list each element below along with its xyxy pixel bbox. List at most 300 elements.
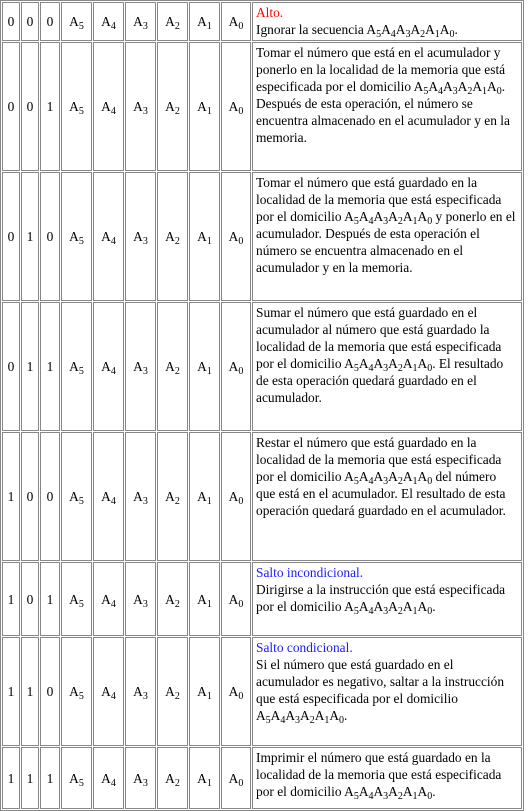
address-letter: A bbox=[417, 209, 428, 224]
address-subscript: 0 bbox=[238, 777, 244, 789]
address-letter: A bbox=[329, 708, 340, 723]
opcode-bit-0: 1 bbox=[2, 562, 20, 636]
address-subscript: 4 bbox=[280, 715, 286, 726]
address-letter: A bbox=[165, 591, 175, 607]
address-subscript: 0 bbox=[238, 106, 244, 117]
address-letter: A bbox=[228, 591, 239, 607]
address-cell bbox=[157, 42, 188, 171]
address-letter: A bbox=[285, 708, 296, 723]
address-cell bbox=[157, 747, 188, 809]
address-subscript: 1 bbox=[412, 216, 418, 227]
description-text-after: . Después de esta operación, el número se encuentra almacenado en el acumulador y en la memoria. bbox=[256, 79, 510, 145]
address-letter: A bbox=[165, 14, 175, 29]
address-letter: A bbox=[197, 359, 207, 374]
address-subscript: 4 bbox=[390, 29, 396, 40]
address-subscript: 4 bbox=[110, 691, 116, 702]
address-letter: A bbox=[388, 209, 398, 224]
address-cell bbox=[61, 747, 92, 809]
address-expression bbox=[344, 784, 433, 802]
address-subscript: 1 bbox=[206, 496, 212, 507]
opcode-bit-0: 1 bbox=[2, 747, 20, 809]
address-cell bbox=[61, 42, 92, 171]
address-subscript: 5 bbox=[423, 86, 429, 97]
description-text: Tomar el número que está guardado en la localidad de la memoria que está especificada por el domicilio bbox=[256, 175, 502, 224]
address-subscript: 0 bbox=[449, 29, 455, 40]
opcode-bit-0: 0 bbox=[2, 302, 20, 431]
address-letter: A bbox=[358, 469, 369, 484]
address-cell bbox=[93, 562, 124, 636]
address-letter: A bbox=[256, 708, 266, 723]
opcode-bit-0: 1 bbox=[2, 637, 20, 746]
address-letter: A bbox=[417, 784, 428, 799]
opcode-bit-1: 1 bbox=[21, 302, 39, 431]
address-cell bbox=[93, 42, 124, 171]
address-letter: A bbox=[344, 209, 354, 224]
address-subscript: 4 bbox=[368, 791, 374, 802]
opcode-bit-0: 0 bbox=[2, 172, 20, 301]
address-letter: A bbox=[388, 469, 398, 484]
address-letter: A bbox=[402, 209, 413, 224]
address-subscript: 3 bbox=[295, 715, 301, 726]
address-letter: A bbox=[358, 599, 369, 614]
address-cell bbox=[61, 302, 92, 431]
address-letter: A bbox=[366, 22, 377, 37]
address-subscript: 2 bbox=[397, 791, 403, 802]
address-cell bbox=[125, 432, 156, 561]
address-subscript: 5 bbox=[353, 216, 359, 227]
address-subscript: 5 bbox=[78, 366, 84, 377]
address-subscript: 2 bbox=[174, 236, 180, 247]
address-letter: A bbox=[228, 99, 239, 114]
address-subscript: 2 bbox=[420, 29, 426, 40]
address-subscript: 5 bbox=[78, 236, 84, 247]
address-subscript: 5 bbox=[376, 29, 382, 40]
address-subscript: 5 bbox=[78, 777, 84, 789]
description-text-after: . El resultado de esta operación quedará guardado en el acumulador. bbox=[256, 356, 504, 405]
address-letter: A bbox=[69, 14, 79, 29]
opcode-bit-1: 0 bbox=[21, 42, 39, 171]
address-subscript: 0 bbox=[427, 476, 433, 487]
address-subscript: 1 bbox=[412, 363, 418, 374]
address-letter: A bbox=[228, 229, 239, 244]
address-subscript: 2 bbox=[309, 715, 315, 726]
address-cell bbox=[221, 562, 251, 636]
address-letter: A bbox=[439, 22, 450, 37]
address-letter: A bbox=[373, 784, 384, 799]
address-subscript: 5 bbox=[353, 363, 359, 374]
address-subscript: 2 bbox=[174, 496, 180, 507]
address-subscript: 0 bbox=[238, 236, 244, 247]
address-cell bbox=[221, 42, 251, 171]
instruction-title: Salto condicional. bbox=[256, 640, 353, 655]
address-letter: A bbox=[197, 229, 207, 244]
address-subscript: 0 bbox=[496, 86, 502, 97]
address-cell bbox=[157, 562, 188, 636]
address-letter: A bbox=[457, 79, 468, 94]
address-subscript: 0 bbox=[238, 691, 244, 702]
address-letter: A bbox=[101, 229, 111, 244]
opcode-bit-1: 0 bbox=[21, 562, 39, 636]
opcode-bit-2: 1 bbox=[40, 42, 60, 171]
address-expression bbox=[344, 356, 433, 374]
address-subscript: 4 bbox=[110, 366, 116, 377]
address-subscript: 3 bbox=[383, 606, 389, 617]
address-letter: A bbox=[133, 770, 143, 786]
address-cell bbox=[61, 562, 92, 636]
address-letter: A bbox=[300, 708, 310, 723]
address-letter: A bbox=[101, 99, 111, 114]
address-cell bbox=[93, 2, 124, 41]
address-subscript: 4 bbox=[110, 21, 116, 32]
instruction-description bbox=[252, 42, 522, 171]
address-letter: A bbox=[197, 770, 207, 786]
address-letter: A bbox=[69, 99, 79, 114]
address-letter: A bbox=[373, 356, 384, 371]
address-cell bbox=[189, 42, 220, 171]
address-subscript: 5 bbox=[78, 106, 84, 117]
table-row bbox=[2, 562, 522, 636]
address-subscript: 2 bbox=[397, 216, 403, 227]
address-letter: A bbox=[487, 79, 497, 94]
address-subscript: 1 bbox=[206, 236, 212, 247]
address-subscript: 2 bbox=[397, 476, 403, 487]
address-cell bbox=[61, 172, 92, 301]
address-subscript: 5 bbox=[78, 691, 84, 702]
address-letter: A bbox=[165, 229, 175, 244]
address-subscript: 4 bbox=[110, 106, 116, 117]
address-letter: A bbox=[314, 708, 325, 723]
address-subscript: 4 bbox=[368, 363, 374, 374]
address-cell bbox=[125, 747, 156, 809]
instruction-description bbox=[252, 747, 522, 809]
address-cell bbox=[125, 172, 156, 301]
opcode-bit-2: 1 bbox=[40, 562, 60, 636]
opcode-bit-0: 0 bbox=[2, 2, 20, 41]
address-cell bbox=[157, 172, 188, 301]
address-subscript: 5 bbox=[265, 715, 271, 726]
address-letter: A bbox=[133, 591, 143, 607]
address-cell bbox=[61, 2, 92, 41]
address-cell bbox=[61, 637, 92, 746]
address-letter: A bbox=[165, 489, 175, 504]
address-letter: A bbox=[472, 79, 483, 94]
address-subscript: 1 bbox=[206, 598, 212, 610]
address-subscript: 0 bbox=[238, 496, 244, 507]
address-cell bbox=[93, 637, 124, 746]
address-subscript: 1 bbox=[206, 366, 212, 377]
address-subscript: 2 bbox=[174, 598, 180, 610]
description-text: Dirigirse a la instrucción que está especificada por el domicilio bbox=[256, 582, 506, 614]
address-letter: A bbox=[228, 489, 239, 504]
address-expression bbox=[344, 599, 433, 617]
address-letter: A bbox=[69, 591, 79, 607]
instruction-table-body bbox=[2, 2, 522, 809]
address-subscript: 5 bbox=[353, 791, 359, 802]
address-subscript: 3 bbox=[142, 106, 148, 117]
description-text: Imprimir el número que está guardado en la localidad de la memoria que está especificada por el domicilio bbox=[256, 750, 502, 799]
address-letter: A bbox=[388, 599, 398, 614]
address-subscript: 4 bbox=[110, 236, 116, 247]
address-subscript: 1 bbox=[324, 715, 330, 726]
opcode-bit-2: 1 bbox=[40, 302, 60, 431]
address-subscript: 2 bbox=[174, 366, 180, 377]
address-letter: A bbox=[443, 79, 453, 94]
address-cell bbox=[157, 432, 188, 561]
address-subscript: 4 bbox=[438, 86, 443, 97]
address-subscript: 3 bbox=[383, 216, 389, 227]
address-cell bbox=[189, 747, 220, 809]
address-letter: A bbox=[344, 599, 354, 614]
address-letter: A bbox=[69, 229, 79, 244]
address-subscript: 2 bbox=[174, 691, 180, 702]
address-subscript: 1 bbox=[412, 791, 418, 802]
address-subscript: 5 bbox=[78, 598, 84, 610]
address-cell bbox=[221, 432, 251, 561]
opcode-bit-1: 1 bbox=[21, 637, 39, 746]
opcode-bit-1: 1 bbox=[21, 747, 39, 809]
address-letter: A bbox=[402, 469, 413, 484]
address-subscript: 3 bbox=[142, 366, 148, 377]
address-letter: A bbox=[133, 229, 143, 244]
address-subscript: 2 bbox=[397, 606, 403, 617]
address-letter: A bbox=[101, 770, 111, 786]
table-row bbox=[2, 2, 522, 41]
instruction-title: Alto. bbox=[256, 5, 284, 20]
address-subscript: 3 bbox=[383, 476, 389, 487]
instruction-title: Salto incondicional. bbox=[256, 565, 364, 580]
address-letter: A bbox=[101, 684, 111, 699]
instruction-description bbox=[252, 637, 522, 746]
description-text-after: . bbox=[432, 599, 436, 614]
table-row bbox=[2, 42, 522, 171]
opcode-bit-1: 0 bbox=[21, 2, 39, 41]
address-cell bbox=[221, 302, 251, 431]
address-subscript: 1 bbox=[206, 106, 212, 117]
address-letter: A bbox=[101, 359, 111, 374]
address-letter: A bbox=[228, 14, 239, 29]
address-cell bbox=[125, 637, 156, 746]
address-subscript: 0 bbox=[238, 598, 244, 610]
address-subscript: 4 bbox=[368, 216, 374, 227]
address-letter: A bbox=[410, 22, 421, 37]
address-letter: A bbox=[69, 770, 79, 786]
address-letter: A bbox=[395, 22, 406, 37]
address-subscript: 1 bbox=[434, 29, 440, 40]
instruction-description bbox=[252, 302, 522, 431]
address-cell bbox=[221, 2, 251, 41]
address-letter: A bbox=[165, 770, 175, 786]
address-expression bbox=[413, 79, 502, 97]
address-letter: A bbox=[165, 359, 175, 374]
address-letter: A bbox=[228, 684, 239, 699]
address-letter: A bbox=[197, 99, 207, 114]
address-letter: A bbox=[270, 708, 281, 723]
address-letter: A bbox=[197, 684, 207, 699]
address-subscript: 3 bbox=[405, 29, 411, 40]
address-letter: A bbox=[402, 599, 413, 614]
address-letter: A bbox=[69, 684, 79, 699]
address-letter: A bbox=[373, 469, 384, 484]
address-letter: A bbox=[373, 599, 384, 614]
address-cell bbox=[125, 42, 156, 171]
opcode-bit-2: 0 bbox=[40, 172, 60, 301]
address-letter: A bbox=[344, 356, 354, 371]
description-text-after: y ponerlo en el acumulador. Después de esta operación el número se encuentra almacenado en el acumulador y en la memoria. bbox=[256, 209, 516, 275]
address-letter: A bbox=[358, 784, 369, 799]
address-subscript: 4 bbox=[110, 496, 116, 507]
address-letter: A bbox=[381, 22, 391, 37]
address-subscript: 2 bbox=[174, 777, 180, 789]
address-subscript: 1 bbox=[482, 86, 488, 97]
table-row bbox=[2, 302, 522, 431]
address-expression bbox=[344, 469, 433, 487]
address-cell bbox=[93, 747, 124, 809]
address-letter: A bbox=[133, 14, 143, 29]
table-row bbox=[2, 432, 522, 561]
opcode-bit-0: 0 bbox=[2, 42, 20, 171]
address-letter: A bbox=[101, 14, 111, 29]
opcode-bit-2: 0 bbox=[40, 637, 60, 746]
opcode-bit-2: 1 bbox=[40, 747, 60, 809]
address-subscript: 3 bbox=[142, 598, 148, 610]
address-cell bbox=[189, 172, 220, 301]
table-row bbox=[2, 637, 522, 746]
address-cell bbox=[189, 562, 220, 636]
address-subscript: 2 bbox=[174, 21, 180, 32]
address-letter: A bbox=[69, 359, 79, 374]
address-cell bbox=[189, 2, 220, 41]
address-letter: A bbox=[358, 356, 369, 371]
description-text-after: . bbox=[344, 708, 348, 723]
address-letter: A bbox=[133, 99, 143, 114]
address-letter: A bbox=[402, 356, 413, 371]
address-subscript: 5 bbox=[353, 606, 359, 617]
address-cell bbox=[125, 2, 156, 41]
opcode-bit-2: 0 bbox=[40, 2, 60, 41]
address-subscript: 0 bbox=[427, 363, 433, 374]
address-letter: A bbox=[373, 209, 384, 224]
address-subscript: 5 bbox=[78, 496, 84, 507]
address-cell bbox=[61, 432, 92, 561]
address-letter: A bbox=[417, 599, 428, 614]
description-text: Sumar el número que está guardado en el acumulador al número que está guardado la localidad de la memoria que está especificada por el domicilio bbox=[256, 305, 502, 371]
instruction-description bbox=[252, 432, 522, 561]
address-subscript: 3 bbox=[142, 777, 148, 789]
address-cell bbox=[189, 432, 220, 561]
address-cell bbox=[189, 302, 220, 431]
address-letter: A bbox=[165, 684, 175, 699]
address-letter: A bbox=[344, 784, 354, 799]
description-text: Restar el número que está guardado en la localidad de la memoria que está especificada por el domicilio bbox=[256, 435, 502, 484]
address-expression bbox=[344, 209, 433, 227]
address-cell bbox=[221, 747, 251, 809]
address-letter: A bbox=[425, 22, 435, 37]
address-letter: A bbox=[358, 209, 369, 224]
address-subscript: 4 bbox=[368, 606, 374, 617]
address-subscript: 0 bbox=[427, 606, 433, 617]
description-text-after: . bbox=[432, 784, 436, 799]
address-cell bbox=[125, 302, 156, 431]
table-row bbox=[2, 747, 522, 809]
address-cell bbox=[221, 637, 251, 746]
address-letter: A bbox=[133, 489, 143, 504]
address-letter: A bbox=[133, 684, 143, 699]
address-letter: A bbox=[69, 489, 79, 504]
address-cell bbox=[93, 172, 124, 301]
opcode-bit-2: 0 bbox=[40, 432, 60, 561]
address-cell bbox=[157, 2, 188, 41]
address-letter: A bbox=[228, 770, 239, 786]
address-letter: A bbox=[413, 79, 424, 94]
address-letter: A bbox=[197, 14, 207, 29]
instruction-description bbox=[252, 172, 522, 301]
address-cell bbox=[93, 432, 124, 561]
address-subscript: 1 bbox=[206, 21, 212, 32]
address-letter: A bbox=[417, 469, 428, 484]
address-letter: A bbox=[197, 591, 207, 607]
instruction-description bbox=[252, 2, 522, 41]
instruction-description bbox=[252, 562, 522, 636]
address-letter: A bbox=[388, 784, 398, 799]
address-subscript: 4 bbox=[368, 476, 374, 487]
address-subscript: 0 bbox=[238, 21, 244, 32]
address-cell bbox=[157, 637, 188, 746]
address-subscript: 0 bbox=[238, 366, 244, 377]
address-letter: A bbox=[101, 489, 111, 504]
address-subscript: 1 bbox=[206, 691, 212, 702]
address-subscript: 4 bbox=[110, 777, 116, 789]
address-cell bbox=[93, 302, 124, 431]
table-row bbox=[2, 172, 522, 301]
address-letter: A bbox=[402, 784, 413, 799]
opcode-bit-1: 1 bbox=[21, 172, 39, 301]
address-subscript: 0 bbox=[427, 216, 433, 227]
address-expression bbox=[256, 708, 345, 726]
address-subscript: 1 bbox=[412, 606, 418, 617]
address-letter: A bbox=[417, 356, 428, 371]
address-letter: A bbox=[228, 359, 239, 374]
opcode-bit-1: 0 bbox=[21, 432, 39, 561]
address-letter: A bbox=[197, 489, 207, 504]
address-cell bbox=[221, 172, 251, 301]
address-subscript: 5 bbox=[78, 21, 84, 32]
address-subscript: 3 bbox=[383, 363, 389, 374]
address-letter: A bbox=[388, 356, 398, 371]
address-letter: A bbox=[101, 591, 111, 607]
address-subscript: 4 bbox=[110, 598, 116, 610]
address-subscript: 0 bbox=[339, 715, 345, 726]
period: . bbox=[454, 22, 458, 37]
address-subscript: 2 bbox=[467, 86, 473, 97]
address-letter: A bbox=[165, 99, 175, 114]
description-text-after: del número que está en el acumulador. El resultado de esta operación quedará guardado en el acumulador. bbox=[256, 469, 506, 518]
description-text: Si el número que está guardado en el acumulador es negativo, saltar a la instrucción que está especificada por el domicilio bbox=[256, 657, 505, 706]
address-expression bbox=[366, 22, 455, 40]
address-subscript: 3 bbox=[142, 236, 148, 247]
address-cell bbox=[189, 637, 220, 746]
address-subscript: 3 bbox=[452, 86, 458, 97]
address-subscript: 1 bbox=[206, 777, 212, 789]
description-text: Tomar el número que está en el acumulador y ponerlo en la localidad de la memoria que está especificada por el domicilio bbox=[256, 45, 506, 94]
address-letter: A bbox=[428, 79, 438, 94]
address-subscript: 3 bbox=[383, 791, 389, 802]
address-subscript: 2 bbox=[397, 363, 403, 374]
address-letter: A bbox=[133, 359, 143, 374]
address-subscript: 5 bbox=[353, 476, 359, 487]
address-cell bbox=[157, 302, 188, 431]
address-subscript: 2 bbox=[174, 106, 180, 117]
address-subscript: 3 bbox=[142, 496, 148, 507]
